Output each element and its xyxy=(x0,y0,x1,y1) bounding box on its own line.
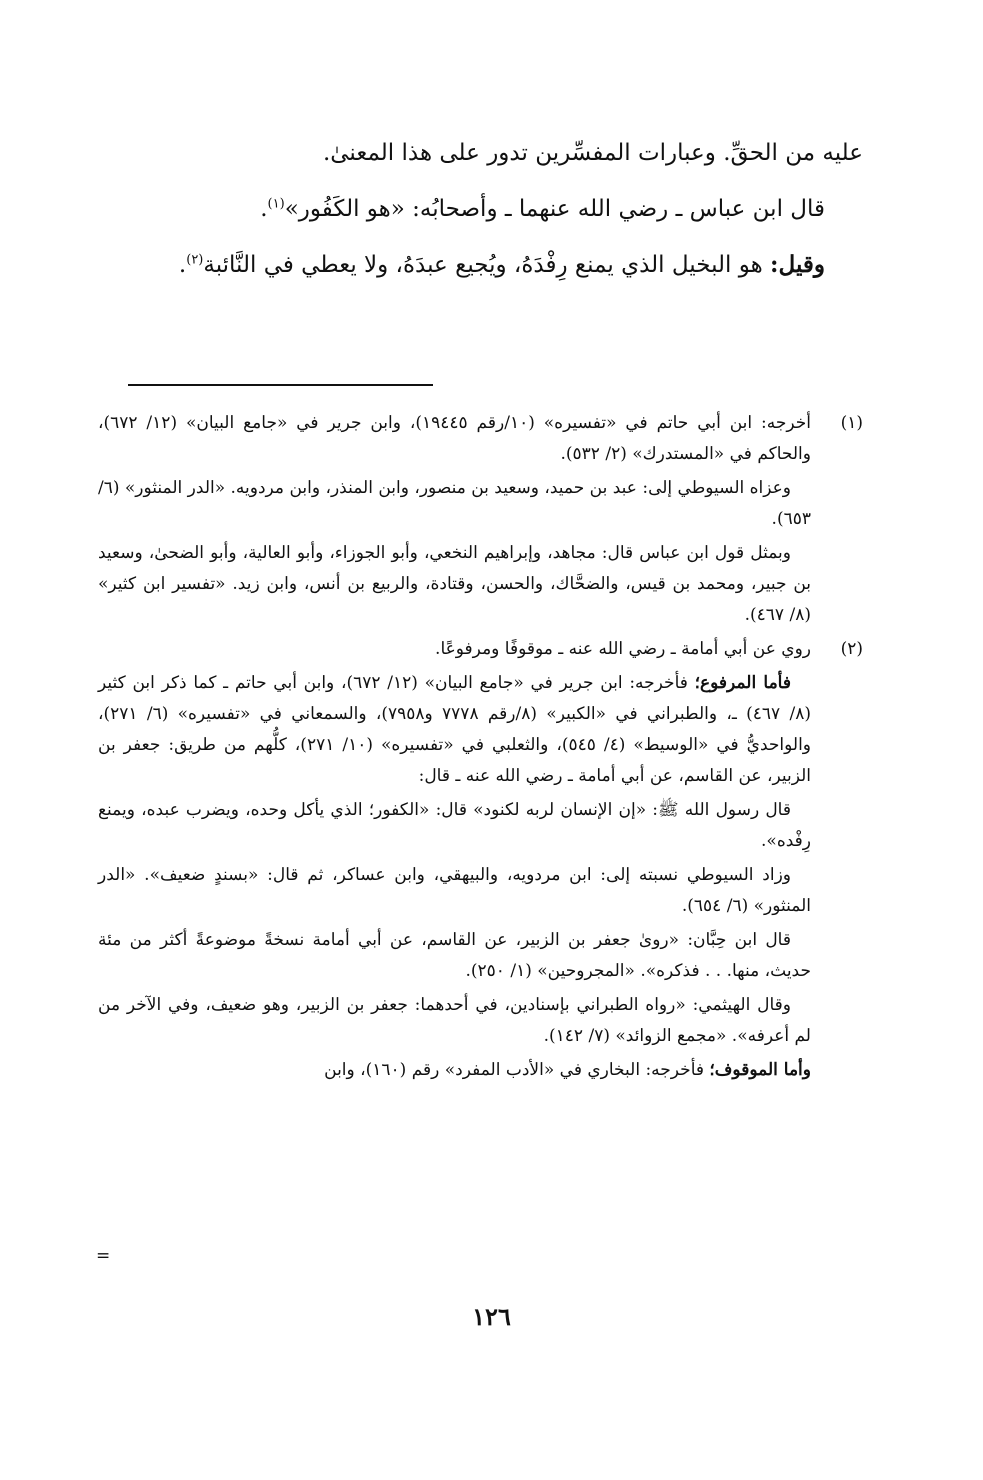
main-line-3-end: . xyxy=(178,252,187,278)
footnote-1-paragraph: أخرجه: ابن أبي حاتم في «تفسيره» (١٠/رقم ١٩٤٤٥)، وابن جرير في «جامع البيان» (١٢/ ٦٧٢)، والحاكم في «المستدرك» (٢/ ٥٣٢). xyxy=(98,413,812,464)
footnote-1-paragraph: وعزاه السيوطي إلى: عبد بن حميد، وسعيد بن منصور، وابن المنذر، وابن مردويه. «الدر المنثور» (٦/ ٦٥٣). xyxy=(97,478,811,529)
footnote-2-paragraph: روي عن أبي أمامة ـ رضي الله عنه ـ موقوفًا ومرفوعًا. xyxy=(435,639,811,659)
footnote-2-mawquf-lead: وأما الموقوف؛ xyxy=(709,1060,811,1080)
footnote-2-marfu-text: فأخرجه: ابن جرير في «جامع البيان» (١٢/ ٦٧٢)، وابن أبي حاتم ـ كما ذكر ابن كثير (٨/ ٤٦٧) ـ، والطبراني في «الكبير» (٨/رقم ٧٧٧٨ و٧٩٥٨)، والسمعاني في «تفسيره» (٦/ ٢٧١)، والواحديُّ في «الوسيط» (٤/ ٥٤٥)، والثعلبي في «تفسيره» (١٠/ ٢٧١)، كلُّهم من طريق: جعفر بن الزبير، عن القاسم، عن أبي أمامة ـ رضي الله عنه ـ قال: xyxy=(98,673,812,786)
footnote-1-paragraph: وبمثل قول ابن عباس قال: مجاهد، وإبراهيم النخعي، وأبو الجوزاء، وأبو العالية، وأبو الضحىٰ، وسعيد بن جبير، ومحمد بن قيس، والضحَّاك، والحسن، وقتادة، والربيع بن أنس، وابن زيد. «تفسير ابن كثير» (٨/ ٤٦٧). xyxy=(98,543,811,625)
footnote-2-paragraph: وزاد السيوطي نسبته إلى: ابن مردويه، والبيهقي، وابن عساكر، ثم قال: «بسندٍ ضعيف». «الدر المنثور» (٦/ ٦٥٤). xyxy=(98,865,811,916)
footnote-separator xyxy=(128,384,433,386)
footnote-2-paragraph: قال رسول الله ﷺ: «إن الإنسان لربه لكنود» قال: «الكفور؛ الذي يأكل وحده، ويضرب عبده، ويمنع رِفْده». xyxy=(98,800,811,851)
main-line-3-lead: وقيل: xyxy=(770,251,825,278)
footnote-1-body xyxy=(98,408,811,634)
main-line-2 xyxy=(128,186,863,232)
main-line-3 xyxy=(128,242,863,288)
footnote-2 xyxy=(98,634,863,1089)
footnote-1-number: (١) xyxy=(840,413,863,433)
continuation-mark: = xyxy=(96,1246,111,1266)
footnote-2-number: (٢) xyxy=(840,639,863,659)
footnotes xyxy=(98,408,863,1089)
footnote-2-paragraph xyxy=(98,668,811,792)
footnote-2-body xyxy=(98,634,811,1089)
main-line-2-text: قال ابن عباس ـ رضي الله عنهما ـ وأصحابُه: «هو الكَفُور» xyxy=(284,196,825,222)
main-line-1 xyxy=(128,130,863,176)
footnote-2-paragraph xyxy=(98,1055,811,1086)
page-number: ١٢٦ xyxy=(472,1302,511,1331)
footnote-2-paragraph: قال ابن حِبَّان: «روىٰ جعفر بن الزبير، عن القاسم، عن أبي أمامة نسخةً موضوعةً أكثر من مئة حديث، منها. . . فذكره». «المجروحين» (١/ ٢٥٠). xyxy=(98,930,811,981)
main-text xyxy=(128,130,863,288)
footnote-ref-1[interactable]: (١) xyxy=(267,196,285,212)
footnote-2-mawquf-text: فأخرجه: البخاري في «الأدب المفرد» رقم (١٦٠)، وابن xyxy=(324,1060,710,1080)
footnote-2-paragraph: وقال الهيثمي: «رواه الطبراني بإسنادين، في أحدهما: جعفر بن الزبير، وهو ضعيف، وفي الآخر من لم أعرفه». «مجمع الزوائد» (٧/ ١٤٢). xyxy=(98,995,811,1046)
footnote-ref-2[interactable]: (٢) xyxy=(186,252,204,268)
footnote-2-marfu-lead: فأما المرفوع؛ xyxy=(694,673,791,693)
main-line-1-text: عليه من الحقِّ. وعبارات المفسِّرين تدور على هذا المعنىٰ. xyxy=(322,140,863,166)
footnote-1 xyxy=(98,408,863,634)
main-line-3-text: هو البخيل الذي يمنع رِفْدَهُ، ويُجيع عبدَهُ، ولا يعطي في النَّائبة xyxy=(203,252,771,278)
main-line-2-end: . xyxy=(260,196,268,222)
